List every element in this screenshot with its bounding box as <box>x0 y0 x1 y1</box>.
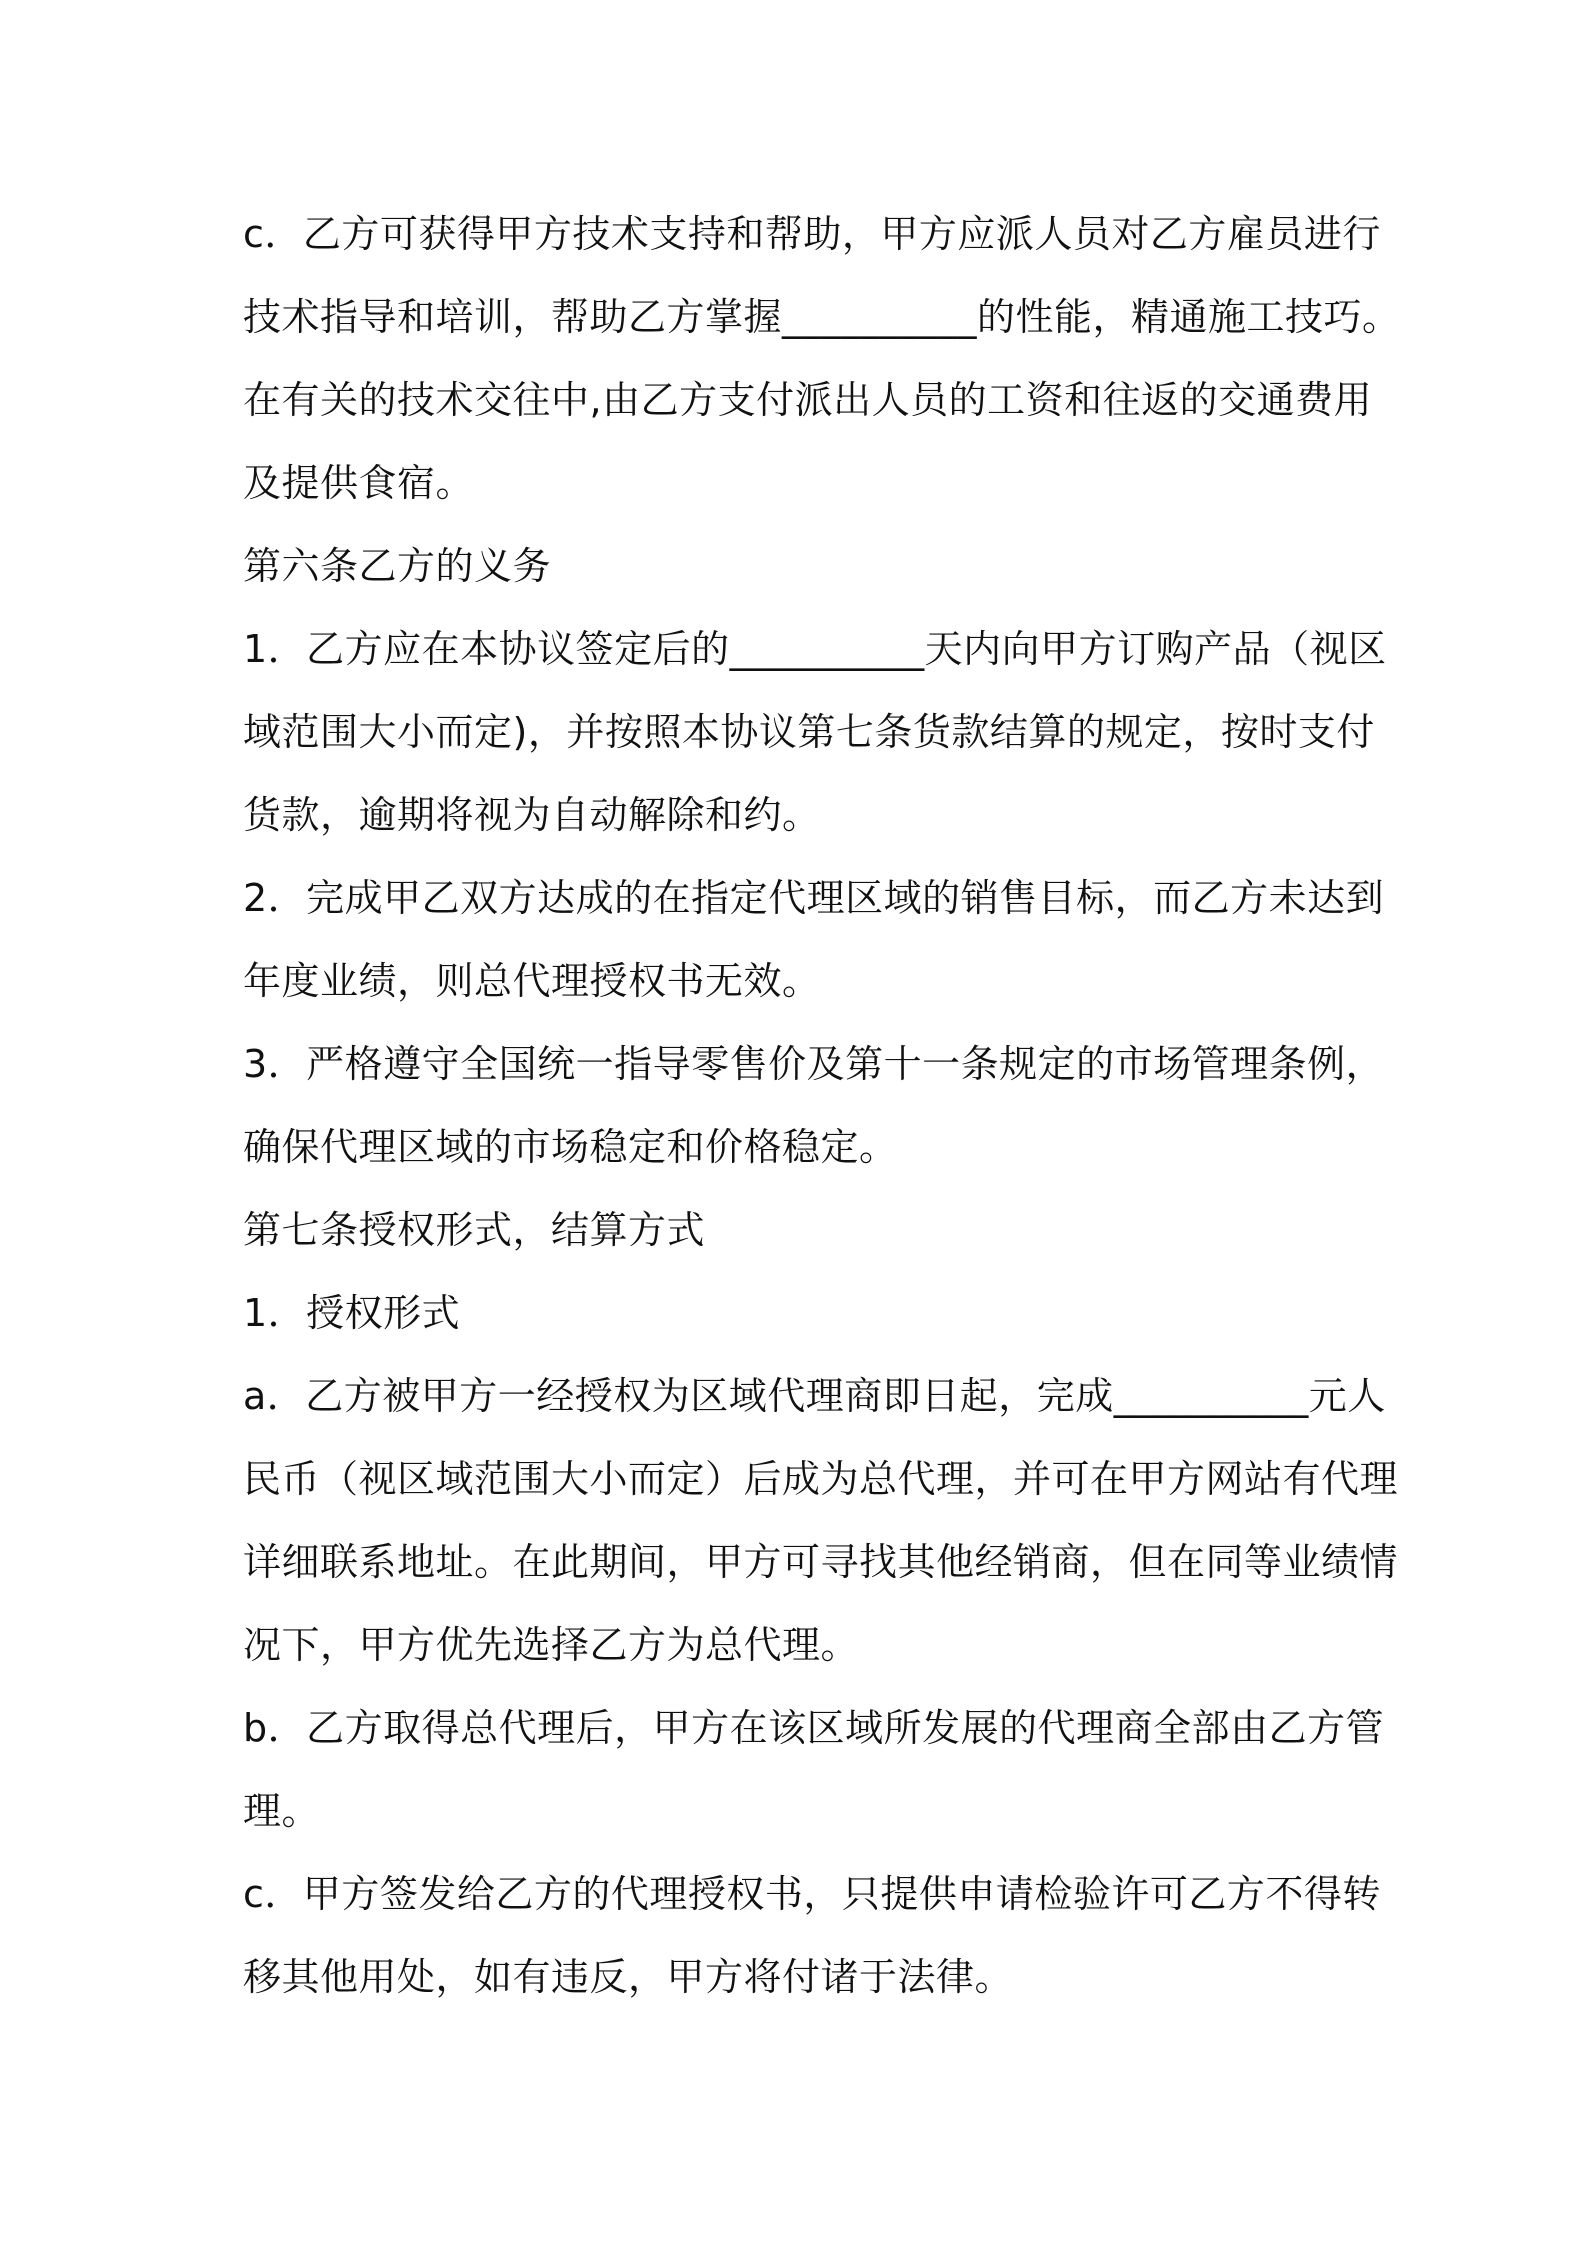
text-line: 货款，逾期将视为自动解除和约。 <box>243 793 821 837</box>
text-line: 理。 <box>243 1789 321 1833</box>
document-body <box>243 193 1401 2019</box>
text-line: c．甲方签发给乙方的代理授权书，只提供申请检验许可乙方不得转 <box>243 1872 1381 1916</box>
text-line: 1．授权形式 <box>243 1291 461 1335</box>
subheading-authorization-form <box>243 1272 1363 1355</box>
text-line: 详细联系地址。在此期间，甲方可寻找其他经销商，但在同等业绩情 <box>243 1540 1399 1584</box>
text-line: 3．严格遵守全国统一指导零售价及第十一条规定的市场管理条例， <box>243 1042 1385 1086</box>
section-heading-article-6 <box>243 525 1363 608</box>
text-line: 第六条乙方的义务 <box>243 544 552 588</box>
text-line: 2．完成甲乙双方达成的在指定代理区域的销售目标，而乙方未达到 <box>243 876 1385 920</box>
text-line: 第七条授权形式，结算方式 <box>243 1208 706 1252</box>
text-line: 移其他用处，如有违反，甲方将付诸于法律。 <box>243 1955 1014 1999</box>
paragraph-authorization-a <box>243 1355 1399 1687</box>
text-line: 民币（视区域范围大小而定）后成为总代理，并可在甲方网站有代理 <box>243 1457 1399 1501</box>
paragraph-authorization-c <box>243 1853 1381 2019</box>
paragraph-obligation-1 <box>243 608 1387 857</box>
text-line: 况下，甲方优先选择乙方为总代理。 <box>243 1623 860 1667</box>
text-line: 技术指导和培训，帮助乙方掌握__________的性能，精通施工技巧。 <box>243 295 1401 339</box>
text-line: c．乙方可获得甲方技术支持和帮助，甲方应派人员对乙方雇员进行 <box>243 212 1381 256</box>
text-line: 域范围大小而定)，并按照本协议第七条货款结算的规定，按时支付 <box>243 710 1375 754</box>
paragraph-obligation-2 <box>243 857 1385 1023</box>
text-line: 及提供食宿。 <box>243 461 475 505</box>
section-heading-article-7 <box>243 1189 1363 1272</box>
text-line: a．乙方被甲方一经授权为区域代理商即日起，完成__________元人 <box>243 1374 1386 1418</box>
text-line: 1．乙方应在本协议签定后的__________天内向甲方订购产品（视区 <box>243 627 1387 671</box>
paragraph-obligation-3 <box>243 1023 1385 1189</box>
text-line: b．乙方取得总代理后，甲方在该区域所发展的代理商全部由乙方管 <box>243 1706 1385 1750</box>
text-line: 确保代理区域的市场稳定和价格稳定。 <box>243 1125 898 1169</box>
paragraph-tech-support <box>243 193 1401 525</box>
text-line: 年度业绩，则总代理授权书无效。 <box>243 959 821 1003</box>
paragraph-authorization-b <box>243 1687 1385 1853</box>
text-line: 在有关的技术交往中,由乙方支付派出人员的工资和往返的交通费用 <box>243 378 1373 422</box>
